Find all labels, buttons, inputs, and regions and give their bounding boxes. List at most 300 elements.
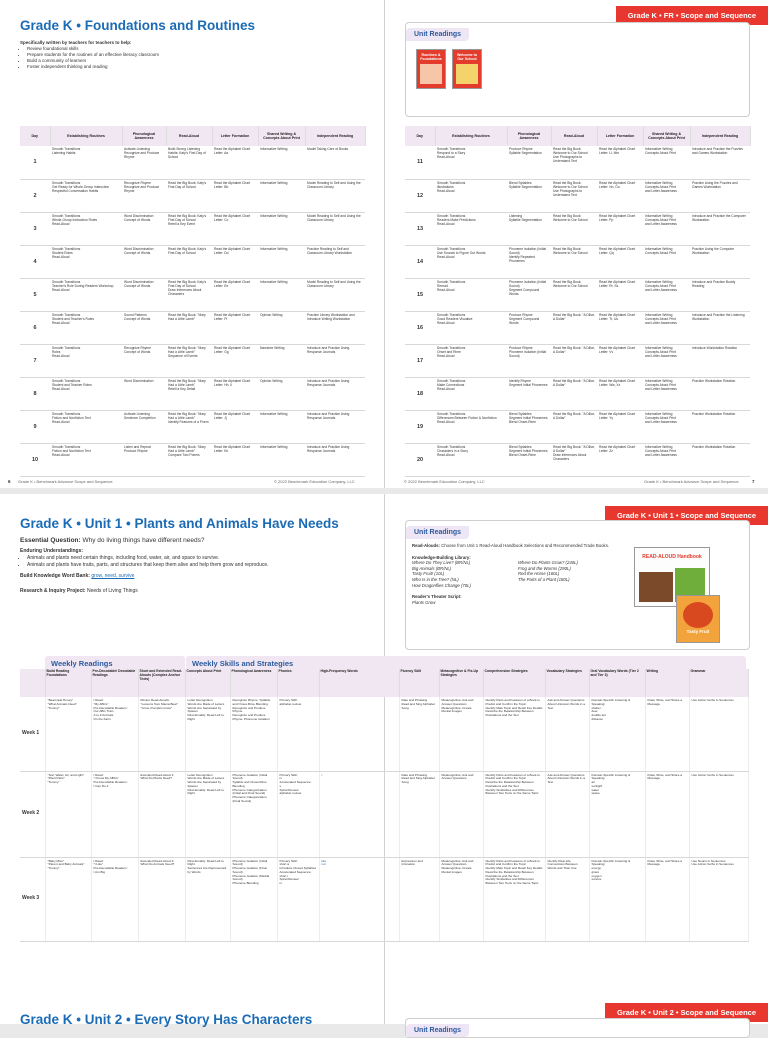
table-row <box>405 410 750 443</box>
research-text: Needs of Living Things <box>86 588 138 594</box>
spread-unit-2 <box>0 1002 768 1034</box>
list-item: • Build a community of learners <box>27 58 220 64</box>
table-cell: Letter Recognition Words Are Made of Letters Words Are Separated by Spaces Directionality: Read Left to Right <box>185 771 230 857</box>
page-gutter <box>384 0 385 488</box>
table-cell: Informative Writing <box>258 212 305 245</box>
scope-ribbon: Grade K • FR • Scope and Sequence <box>616 6 768 25</box>
table-row <box>20 212 365 245</box>
table-cell: Primary Skill: m Accelerated Sequence: s Spiral Review: alphabet review <box>277 771 319 857</box>
table-cell: Listen and Repeat Produce Rhyme <box>122 443 166 476</box>
scope-ribbon: Grade K • Unit 2 • Scope and Sequence <box>605 1003 768 1022</box>
table-cell: Metacognitive: Ask and Answer Questions Metacognitive: Create Mental Images <box>439 857 483 941</box>
table-cell: Informative Writing Concepts About Print and Letter Awareness <box>643 410 690 443</box>
column-header: Read-Aloud <box>551 126 597 146</box>
table-row <box>20 278 365 311</box>
column-header: Day <box>405 126 435 146</box>
read-aloud-label: Read-Alouds: <box>412 543 440 548</box>
table-cell: Introduce and Practice the Computer Workstation <box>690 212 750 245</box>
table-cell: Recognize Rhyme, Syllable and Onset-Rime Blending Recognize and Produce Rhyme Recognize and Produce Rhyme, Phoneme Isolation <box>230 697 277 771</box>
table-cell: "Soil, Water, Air, and Light" "Plant Parts" "Tommy" <box>45 771 91 857</box>
kbl-title: Tasty Fruit! (10L) <box>412 571 445 577</box>
table-cell: Smooth Transitions Student and Teacher Roles Read-Aloud <box>50 377 122 410</box>
table-row <box>405 278 750 311</box>
table-cell: Read the Alphabet Chart Letter: Ff <box>212 311 258 344</box>
table-cell: Read the Alphabet Chart Letter: Ll, Mm <box>597 146 643 179</box>
kbl-title: Big Animals (BR/NL) <box>412 565 452 571</box>
essential-label: Essential Question: <box>20 537 81 544</box>
table-cell: 3 <box>20 212 50 245</box>
table-cell: Read the Big Book: "A Dillar, A Dollar" <box>551 410 597 443</box>
table-row <box>20 245 365 278</box>
table-cell: Opinion Writing <box>258 311 305 344</box>
table-row <box>20 771 748 857</box>
table-cell: Activate Listening Sentence Completion <box>122 410 166 443</box>
table-row <box>20 344 365 377</box>
unit-readings-label: Unit Readings <box>406 526 469 539</box>
table-cell: Phoneme Isolation (Initial Sound) Phoneme Isolation (Final Sound) Phoneme Isolation (Medial Sound) Phoneme Blending <box>230 857 277 941</box>
table-cell: Informative Writing <box>258 443 305 476</box>
column-header: Writing <box>645 669 689 697</box>
table-cell: Build Strong Listening Habits: Katy's First Day of School <box>166 146 212 179</box>
column-header: Oral Vocabulary Words (Tier 2 and Tier 3) <box>589 669 645 697</box>
table-cell: Smooth Transitions Onset and Rime Read-Aloud <box>435 344 507 377</box>
table-row <box>405 311 750 344</box>
column-header: Letter Formation <box>597 126 643 146</box>
table-cell: Ask and Answer Questions About Unknown Words in a Text <box>545 771 589 857</box>
list-item: • Review foundational skills <box>27 46 220 52</box>
table-cell: Read the Big Book: "A Dillar, A Dollar" <box>551 311 597 344</box>
table-cell: Draw, Write, and Share a Message <box>645 857 689 941</box>
table-cell: 17 <box>405 344 435 377</box>
table-cell: Informative Writing Concepts About Print and Letter Awareness <box>643 311 690 344</box>
table-cell: Read the Big Book: "A Dillar, A Dollar" Draw Inferences About Characters <box>551 443 597 476</box>
table-cell: Smooth Transitions Whole-Group Instruction Roles Read-Aloud <box>50 212 122 245</box>
page-number: 7 <box>752 479 755 484</box>
table-cell: Read the Big Book: "Mary Had a Little Lamb" <box>166 311 212 344</box>
table-cell: Read the Alphabet Chart Letter: Kk <box>212 443 258 476</box>
table-cell: Metacognitive: Ask and Answer Questions <box>439 771 483 857</box>
table-cell: Directionality: Read Left to Right Sentences Are Represented by Words <box>185 857 230 941</box>
footer-copyright: © 2022 Benchmark Education Company, LLC <box>274 479 355 484</box>
table-row <box>20 311 365 344</box>
week-label: Week 3 <box>20 857 45 941</box>
table-cell: 5 <box>20 278 50 311</box>
book-cover <box>452 49 482 89</box>
unit-readings-box <box>405 1018 750 1038</box>
table-cell: Read the Alphabet Chart Letter: Cc <box>212 212 258 245</box>
table-cell: Rate and Phrasing Read and Sing Alphabet Song <box>399 771 439 857</box>
column-header: Shared Writing & Concepts About Print <box>258 126 305 146</box>
table-cell: Phoneme Isolation (Initial Sound) Segment Compound Words <box>507 278 551 311</box>
table-cell: Read the Big Book: "A Dillar, A Dollar" <box>551 344 597 377</box>
table-row <box>20 697 748 771</box>
table-cell: Informative Writing <box>258 179 305 212</box>
kbl-title: Red the Horse (160L) <box>518 571 560 577</box>
unit-readings-box <box>405 520 750 650</box>
table-cell: I <box>319 771 399 857</box>
intro-block <box>20 40 220 70</box>
table-cell: Smooth Transitions Fiction and Nonfiction Text Read-Aloud <box>50 443 122 476</box>
table-cell: Phoneme Isolation (Initial Sound) Syllable and Onset-Rime Blending Phoneme Categorization (Initial and Final Sound) Phoneme Categorization (Final Sound) <box>230 771 277 857</box>
table-cell: Identify Parts and Features of a Book to Predict and Confirm the Topic Identify Main Topic and Retell Key Details Describe the Relationship Between Illustrations and the Text <box>483 697 545 771</box>
table-cell: Smooth Transitions Characters in a Story Read-Aloud <box>435 443 507 476</box>
table-cell: Read the Big Book: Welcome to Our School Use Photographs to Understand Text <box>551 146 597 179</box>
table-cell: Letter Recognition Words Are Made of Letters Words Are Separated by Spaces Directionality: Read Left to Right <box>185 697 230 771</box>
table-row <box>405 344 750 377</box>
table-cell: Read the Alphabet Chart Letter: Gg <box>212 344 258 377</box>
column-header: Vocabulary Strategies <box>545 669 589 697</box>
table-cell: Draw, Write, and Share a Message <box>645 697 689 771</box>
table-cell: Practice Workstation Rotation <box>690 377 750 410</box>
table-cell: Word Discrimination Concept of Words <box>122 278 166 311</box>
table-cell: Read the Alphabet Chart Letter: Tt, Uu <box>597 311 643 344</box>
table-cell: Blend Syllables Syllable Segmentation <box>507 179 551 212</box>
table-cell: Model Reading to Self and Using the Classroom Library <box>305 278 365 311</box>
column-header: Letter Formation <box>212 126 258 146</box>
kbl-list <box>412 560 512 588</box>
page-number: 6 <box>8 479 11 484</box>
table-cell: Model Reading to Self and Using the Classroom Library <box>305 179 365 212</box>
page-title: Grade K • Unit 1 • Plants and Animals Have Needs <box>20 516 339 531</box>
weekly-plan-table <box>20 669 749 942</box>
table-cell: Identify Parts and Features of a Book to Predict and Confirm the Topic Describe the Relationship Between Illustrations and the Text Identify Similarities and Differences Between Two Texts on the Same Topic <box>483 771 545 857</box>
week-label: Week 1 <box>20 697 45 771</box>
table-cell: Recognize Rhyme Recognize and Produce Rhyme <box>122 179 166 212</box>
table-cell: Practice Using the Computer Workstation <box>690 245 750 278</box>
table-cell: Read the Big Book: "Mary Had a Little Lamb" Identify Features of a Poem <box>166 410 212 443</box>
table-row <box>20 179 365 212</box>
table-cell: like not <box>319 857 399 941</box>
table-cell: Informative Writing <box>258 146 305 179</box>
table-cell: Informative Writing Concepts About Print <box>643 146 690 179</box>
table-row <box>405 146 750 179</box>
kbl-title: Frog and the Worms (290L) <box>518 565 571 571</box>
kbl-label: Knowledge-Building Library: <box>412 554 471 560</box>
table-cell: Informative Writing Concepts About Print and Letter Awareness <box>643 179 690 212</box>
footer-text: Grade K • Benchmark Advance Scope and Sequence <box>644 479 739 484</box>
table-cell: Read the Big Book: Katy's First Day of School Retell a Key Event <box>166 212 212 245</box>
table-cell: 20 <box>405 443 435 476</box>
table-cell: Rate and Phrasing Read and Sing Alphabet Song <box>399 697 439 771</box>
unit-overview <box>20 536 360 595</box>
table-cell <box>319 697 399 771</box>
table-cell: Read the Big Book: Welcome to Our School <box>551 212 597 245</box>
table-cell: Read the Big Book: "Mary Had a Little Lamb" Sequence of Events <box>166 344 212 377</box>
table-cell: Smooth Transitions Use Sounds to Figure Out Words Read-Aloud <box>435 245 507 278</box>
table-cell: Smooth Transitions Readers Make Predictions Read-Aloud <box>435 212 507 245</box>
list-item: • Animals and plants need certain things, including food, water, air, and space to survive. <box>27 555 360 562</box>
column-header: Establishing Routines <box>50 126 122 146</box>
table-cell: Narrative Writing <box>258 344 305 377</box>
intro-list <box>20 46 220 70</box>
table-cell: Read the Alphabet Chart Letter: Yy <box>597 410 643 443</box>
column-header: Short and Extended Read-Alouds (Complex Anchor Texts) <box>138 669 185 697</box>
table-cell: Extended Read-Aloud 1: What Do Plants Need? <box>138 771 185 857</box>
column-header: Phonological Awareness <box>507 126 551 146</box>
table-cell: 8 <box>20 377 50 410</box>
table-cell: Introduce and Practice Using Response Journals <box>305 377 365 410</box>
table-cell: Smooth Transitions Student and Teacher's Roles Read-Aloud <box>50 311 122 344</box>
weekly-skills-header: Weekly Skills and Strategies <box>186 656 746 671</box>
theater-label: Reader's Theater Script: <box>412 594 462 600</box>
unit-readings-box <box>405 22 750 117</box>
table-cell: Informative Writing Concepts About Print and Letter Awareness <box>643 212 690 245</box>
footer-text: Grade K • Benchmark Advance Scope and Sequence <box>18 479 113 484</box>
table-row <box>20 443 365 476</box>
table-cell: 14 <box>405 245 435 278</box>
table-cell: Read the Alphabet Chart Letter: Ww, Xx <box>597 377 643 410</box>
table-cell: Blend Syllables Segment Initial Phonemes Blend Onset-Rime <box>507 410 551 443</box>
book-title: Tasty Fruit <box>686 629 710 634</box>
enduring-label: Enduring Understandings: <box>20 548 84 554</box>
book-title: Welcome to Our School <box>456 53 478 61</box>
table-cell: Read the Alphabet Chart Letter: Pp <box>597 212 643 245</box>
table-row <box>405 377 750 410</box>
enduring-list <box>20 555 360 569</box>
table-cell: Introduce and Practice Using Response Journals <box>305 344 365 377</box>
table-cell: Extended Read-Aloud 2: What Do Animals Need? <box>138 857 185 941</box>
research-label: Research & Inquiry Project: <box>20 588 86 594</box>
table-cell: Informative Writing Concepts About Print and Letter Awareness <box>643 344 690 377</box>
column-header: Grammar <box>689 669 748 697</box>
column-header: Concepts About Print <box>185 669 230 697</box>
table-row <box>20 377 365 410</box>
table-cell: I Read: "I Know My ABCs" Pre-Decodable Readers: I Can Do It <box>91 771 138 857</box>
column-header: Pre-Decodable/ Decodable Readings <box>91 669 138 697</box>
table-cell: Recognize Rhyme Concept of Words <box>122 344 166 377</box>
table-cell: Use Nouns in Sentences Use Action Verbs in Sentences <box>689 857 748 941</box>
table-cell: 18 <box>405 377 435 410</box>
column-header: Comprehension Strategies <box>483 669 545 697</box>
table-cell: Smooth Transitions Roles Read-Aloud <box>50 344 122 377</box>
table-cell: Informative Writing <box>258 410 305 443</box>
table-cell: Smooth Transitions Differences Between Fiction & Nonfiction Read-Aloud <box>435 410 507 443</box>
table-cell: 16 <box>405 311 435 344</box>
table-cell: Introduce and Practice Buddy Reading <box>690 278 750 311</box>
table-cell: Word Discrimination Concept of Words <box>122 245 166 278</box>
table-cell: Read the Alphabet Chart Letter: Bb <box>212 179 258 212</box>
essential-question: Why do living things have different needs? <box>82 537 205 544</box>
list-item: • Animals and plants have traits, parts, and structures that keep them alive and help them grow and reproduce. <box>27 562 360 569</box>
table-cell: 12 <box>405 179 435 212</box>
intro-heading: Specifically written by teachers for teachers to help: <box>20 40 132 45</box>
table-cell: Practice Workstation Rotation <box>690 443 750 476</box>
table-row <box>20 410 365 443</box>
column-header: Shared Writing & Concepts About Print <box>643 126 690 146</box>
table-cell: Identify Real-Life Connections Between Words and Their Use <box>545 857 589 941</box>
table-row <box>20 857 748 941</box>
kbl-title: The Parts of a Plant (180L) <box>518 576 570 582</box>
table-cell: Produce Rhyme Phoneme Isolation (Initial Sound) <box>507 344 551 377</box>
week-label: Week 2 <box>20 771 45 857</box>
kwb-words: grow, need, survive <box>91 573 135 579</box>
column-header: Read-Aloud <box>166 126 212 146</box>
table-cell: 4 <box>20 245 50 278</box>
page-title: Grade K • Foundations and Routines <box>20 18 255 33</box>
table-cell: Read the Big Book: Welcome to Our School <box>551 278 597 311</box>
table-cell: Produce Rhyme Syllable Segmentation <box>507 146 551 179</box>
table-cell: Smooth Transitions Reread Read-Aloud <box>435 278 507 311</box>
table-cell: Read the Big Book: Katy's First Day of School <box>166 245 212 278</box>
table-cell: Domain-Specific Listening & Speaking: shelter deer doddle ant distance <box>589 697 645 771</box>
table-cell: 13 <box>405 212 435 245</box>
table-cell: Domain-Specific Listening & Speaking: energy graze oxygen survive <box>589 857 645 941</box>
table-cell: Read the Alphabet Chart Letter: Ee <box>212 278 258 311</box>
weekly-readings-header: Weekly Readings <box>45 656 185 671</box>
kbl-title: Where Do They Live? (BR/NL) <box>412 560 471 566</box>
table-cell: 1 <box>20 146 50 179</box>
table-row <box>405 443 750 476</box>
table-row <box>405 179 750 212</box>
table-cell: Read the Alphabet Chart Letter: Dd <box>212 245 258 278</box>
table-cell: 6 <box>20 311 50 344</box>
handbook-title: READ-ALOUD Handbook <box>642 554 702 560</box>
table-cell: Smooth Transitions Teacher's Role During Readers Workshop Read-Aloud <box>50 278 122 311</box>
kbl-title: Where Do Plants Grow? (240L) <box>518 560 578 566</box>
table-cell: Model Reading to Self and Using the Classroom Library <box>305 212 365 245</box>
table-cell: Smooth Transitions Student Roles Read-Aloud <box>50 245 122 278</box>
table-cell: Listening Syllable Segmentation <box>507 212 551 245</box>
table-cell: Read the Big Book: Welcome to Our School <box>551 245 597 278</box>
table-cell: Read the Big Book: "A Dillar, A Dollar" <box>551 377 597 410</box>
table-cell: 10 <box>20 443 50 476</box>
table-cell: Domain-Specific Listening & Speaking: air sunlight water space <box>589 771 645 857</box>
table-cell: Primary Skill: short a Introduce Closed Syllables Accelerated Sequence: short i Spiral Review: m <box>277 857 319 941</box>
table-cell: Use Action Verbs in Sentences <box>689 771 748 857</box>
table-cell: Identify Rhyme Segment Initial Phonemes <box>507 377 551 410</box>
table-cell: Read the Big Book: "Mary Had a Little Lamb" Compare Two Poems <box>166 443 212 476</box>
table-cell: 15 <box>405 278 435 311</box>
table-cell: I Read: "My ABCs" Pre-Decodable Readers: Our ABC Train A to Z Animals On the Farm <box>91 697 138 771</box>
table-cell: Opinion Writing <box>258 377 305 410</box>
table-cell: Phoneme Isolation (Initial Sound) Identify Repeated Phonemes <box>507 245 551 278</box>
table-cell: Read the Alphabet Chart Letter: Qq <box>597 245 643 278</box>
table-cell: Read the Big Book: Katy's First Day of School Draw Inferences About Characters <box>166 278 212 311</box>
kbl-title: How Dragonflies Change (70L) <box>412 582 471 588</box>
book-title: Routines & Foundations <box>420 53 442 61</box>
table-cell: 7 <box>20 344 50 377</box>
table-cell: Read the Alphabet Chart Letter: Vv <box>597 344 643 377</box>
table-cell: Ask and Answer Questions About Unknown Words in a Text <box>545 697 589 771</box>
column-header: Day <box>20 126 50 146</box>
table-cell: Expression and Intonation <box>399 857 439 941</box>
kbl-title: Who Is in the Tree? (NL) <box>412 576 459 582</box>
table-cell: Practice Reading to Self and Classroom Library Workstation <box>305 245 365 278</box>
schedule-table-days-1-10 <box>20 126 366 477</box>
table-cell: Smooth Transitions Make Connections Read-Aloud <box>435 377 507 410</box>
spread-foundations <box>0 0 768 488</box>
table-cell: Informative Writing Concepts About Print <box>643 245 690 278</box>
table-cell: Smooth Transitions Get Ready for Whole-Group Instruction Respectful Conversation Habits <box>50 179 122 212</box>
spread-unit-1 <box>0 494 768 1016</box>
column-header: Build Reading Foundations <box>45 669 91 697</box>
table-row <box>20 146 365 179</box>
table-cell: I Read: "I Like" Pre-Decodable Readers: I Am Big <box>91 857 138 941</box>
table-cell: Smooth Transitions Listening Habits <box>50 146 122 179</box>
table-cell: 19 <box>405 410 435 443</box>
table-cell: Read the Big Book: Katy's First Day of School <box>166 179 212 212</box>
table-cell: Read the Big Book: "Mary Had a Little Lamb" Retell a Key Detail <box>166 377 212 410</box>
table-cell: Smooth Transitions Fiction and Nonfiction Text Read-Aloud <box>50 410 122 443</box>
table-cell: Informative Writing Concepts About Print and Letter Awareness <box>643 377 690 410</box>
unit-readings-label: Unit Readings <box>406 1024 469 1037</box>
page-gutter <box>384 1002 385 1024</box>
table-cell: Introduce and Practice Using Response Journals <box>305 443 365 476</box>
theater-text: Plants Grow <box>412 599 436 605</box>
table-cell: Smooth Transitions Respond to a Story Read-Aloud <box>435 146 507 179</box>
column-header: Metacognitive & Fix-Up Strategies <box>439 669 483 697</box>
table-cell: Draw, Write, and Share a Message <box>645 771 689 857</box>
table-cell: Produce Rhyme Segment Compound Words <box>507 311 551 344</box>
column-header <box>20 669 45 697</box>
table-cell: Word Discrimination <box>122 377 166 410</box>
read-aloud-text: Choose from Unit 1 Read-Aloud Handbook Selections and Recommended Trade Books. <box>441 543 610 548</box>
column-header: Independent Reading <box>305 126 365 146</box>
table-cell: Introduce Workstation Rotation <box>690 344 750 377</box>
column-header: Phonics <box>277 669 319 697</box>
book-cover <box>676 595 720 643</box>
list-item: • Foster independent thinking and reading <box>27 64 220 70</box>
table-cell: Smooth Transitions Illustrations Read-Aloud <box>435 179 507 212</box>
unit-readings-text <box>412 543 622 605</box>
table-cell: Informative Writing <box>258 245 305 278</box>
kwb-label: Build Knowledge Word Bank: <box>20 573 90 579</box>
table-cell: "Baby Mice" "Parent and Baby Animals" "Tommy" <box>45 857 91 941</box>
table-cell: Sound Patterns Concept of Words <box>122 311 166 344</box>
table-cell: Activate Listening Recognize and Produce Rhyme <box>122 146 166 179</box>
table-cell: Introduce and Practice the Listening Workstation <box>690 311 750 344</box>
table-cell: Practice Workstation Rotation <box>690 410 750 443</box>
table-cell: 11 <box>405 146 435 179</box>
table-cell: Introduce and Practice the Puzzles and Games Workstation <box>690 146 750 179</box>
table-cell: "Bears Eat Honey" "What Animals Need" "Tommy" <box>45 697 91 771</box>
table-cell: Model Taking Care of Books <box>305 146 365 179</box>
schedule-table-days-11-20 <box>405 126 751 477</box>
table-cell: Use Action Verbs in Sentences <box>689 697 748 771</box>
table-cell: Metacognitive: Ask and Answer Questions Metacognitive: Create Mental Images <box>439 697 483 771</box>
table-cell: 9 <box>20 410 50 443</box>
table-cell: Word Discrimination Concept of Words <box>122 212 166 245</box>
column-header: Phonological Awareness <box>230 669 277 697</box>
unit-readings-label: Unit Readings <box>406 28 469 41</box>
table-cell: Blend Syllables Segment Initial Phonemes Blend Onset-Rime <box>507 443 551 476</box>
table-cell: Read the Alphabet Chart Letter: Zz <box>597 443 643 476</box>
table-row <box>405 212 750 245</box>
column-header: High-Frequency Words <box>319 669 399 697</box>
table-cell: Informative Writing <box>258 278 305 311</box>
kbl-list <box>518 560 618 588</box>
table-cell: Practice Using the Puzzles and Games Workstation <box>690 179 750 212</box>
table-cell: Practice Library Workstation and Introduce Writing Workstation <box>305 311 365 344</box>
table-cell: Read the Alphabet Chart Letter: Jj <box>212 410 258 443</box>
page-title: Grade K • Unit 2 • Every Story Has Characters <box>20 1012 313 1027</box>
table-cell: Read the Alphabet Chart Letter: Hh, Ii <box>212 377 258 410</box>
table-cell: Read the Alphabet Chart Letter: Nn, Oo <box>597 179 643 212</box>
column-header: Phonological Awareness <box>122 126 166 146</box>
table-cell: Identify Parts and Features of a Book to Predict and Confirm the Topic Identify Main Topic and Retell Key Details Describe the Relationship Between Illustrations and the Text Identify Similarities and Differences Between Two Texts on the Same Topic <box>483 857 545 941</box>
column-header: Fluency Skill <box>399 669 439 697</box>
column-header: Establishing Routines <box>435 126 507 146</box>
table-cell: Informative Writing Concepts About Print and Letter Awareness <box>643 443 690 476</box>
table-cell: Mentor Read-Alouds: "Lessons from Mama Bear" "Grow, Pumpkin Grow" <box>138 697 185 771</box>
table-row <box>405 245 750 278</box>
book-cover <box>416 49 446 89</box>
list-item: • Prepare students for the routines of an effective literacy classroom <box>27 52 220 58</box>
table-cell: Smooth Transitions Good Readers Visualize Read-Aloud <box>435 311 507 344</box>
table-cell: Read the Big Book: Welcome to Our School Use Photographs to Understand Text <box>551 179 597 212</box>
table-cell: Informative Writing Concepts About Print and Letter Awareness <box>643 278 690 311</box>
table-cell: Read the Alphabet Chart Letter: Aa <box>212 146 258 179</box>
